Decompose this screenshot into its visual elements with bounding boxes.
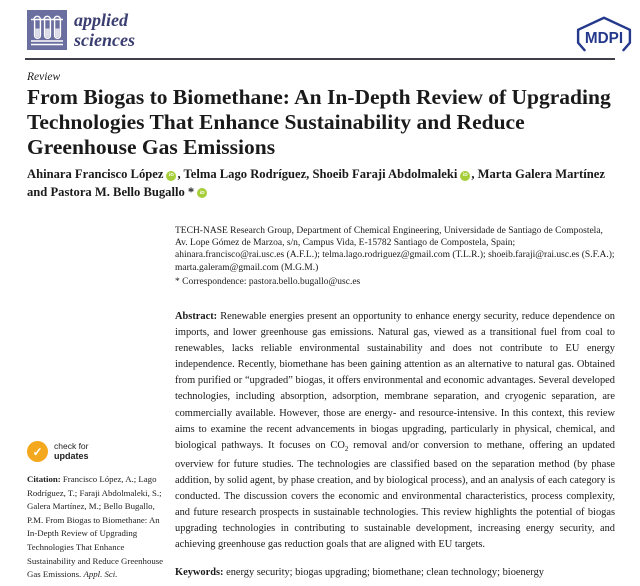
author-names-1: Ahinara Francisco López	[27, 167, 164, 181]
journal-name	[74, 10, 135, 50]
orcid-icon[interactable]: iD	[460, 171, 470, 181]
check-for-updates-label	[54, 442, 89, 461]
author-names-3: , Marta Galera Martínez	[471, 167, 605, 181]
article-type-label: Review	[27, 71, 61, 83]
abstract-label: Abstract:	[175, 311, 218, 323]
affiliation-emails-line[interactable]: ahinara.francisco@rai.usc.es (A.F.L.); telma.lago.rodriguez@gmail.com (T.L.R.); shoeib.faraji@rai.usc.es (S.F.A.);	[175, 250, 615, 261]
citation-label: Citation:	[27, 474, 61, 484]
co2-subscript: 2	[344, 444, 349, 453]
citation-journal-abbrev: Appl. Sci.	[83, 569, 118, 580]
mdpi-logo[interactable]	[575, 15, 633, 57]
correspondence-line[interactable]: * Correspondence: pastora.bello.bugallo@usc.es	[175, 276, 361, 287]
journal-name-line1: applied	[74, 10, 128, 30]
keywords-line	[175, 567, 615, 578]
check-for-updates-badge[interactable]	[27, 441, 165, 462]
journal-name-line2: sciences	[74, 30, 135, 50]
abstract	[175, 309, 615, 553]
author-names-4: and Pastora M. Bello Bugallo *	[27, 184, 195, 199]
orcid-icon[interactable]: iD	[166, 171, 176, 181]
citation-text: Francisco López, A.; Lago Rodríguez, T.; Faraji Abdolmaleki, S.; Galera Martínez, M.; Bello Bugallo, P.M. From Biogas to Biomethane: An In-Depth Review of Upgrading Technologies That Enhance Sustainability and Reduce Greenhouse Gas Emissions.	[27, 474, 164, 580]
page-title: From Biogas to Biomethane: An In-Depth Review of Upgrading Technologies That Enhance Sustainability and Reduce Greenhouse Gas Emissions	[27, 85, 611, 159]
journal-logo[interactable]	[27, 10, 135, 50]
abstract-text-1: Renewable energies present an opportunity to enhance energy security, reduce dependence on imports, and lower greenhouse gas emissions. Natural gas, viewed as a transitional fuel from coal to renewables, lacks reliable environmental sustainability and does not contribute to EU energy independence. Recently, biomethane has been gaining attention as an alternative to natural gas. Obtained from purified or “upgraded” biogas, it offers environmental and economic advantages. Several developed technologies, including absorption, adsorption, membrane separation, and cryogenic separation, are commercially available. However, those are energy- and resource-intensive. In this context, this review aims to examine the recent advancements in biogas upgrading, particularly in physical, chemical, and biological pathways. It focuses on CO	[175, 311, 615, 451]
abstract-text-2: removal and/or conversion to methane, offering an updated overview for future studies. The technologies are classified based on the separation method (by phase addition, by solid agent, by phase creation, and by biological process), and an analysis of each category is conducted. The discussion covers the economic and environmental characteristics, process complexity, and future research prospects in sustainable technologies. This review highlights the potential of biogas upgrading technologies in contributing to sustainable development, increasing energy security, and achieving greenhouse gas reduction goals that are aligned with EU targets.	[175, 439, 615, 551]
keywords-text: energy security; biogas upgrading; biomethane; clean technology; bioenergy	[223, 566, 544, 578]
header-divider	[25, 58, 615, 60]
keywords-label: Keywords:	[175, 566, 224, 578]
updates-label: updates	[54, 450, 89, 461]
orcid-icon[interactable]: iD	[197, 188, 207, 198]
test-tubes-icon	[27, 10, 67, 50]
checkmark-icon: ✓	[27, 441, 48, 462]
main-column	[175, 225, 615, 578]
mdpi-wordmark: MDPI	[584, 29, 624, 47]
author-list	[27, 166, 629, 201]
affiliation-emails-line[interactable]: marta.galeram@gmail.com (M.G.M.)	[175, 262, 319, 273]
sidebar	[27, 441, 165, 582]
affiliation-line: Av. Lope Gómez de Marzoa, s/n, Campus Vida, E-15782 Santiago de Compostela, Spain;	[175, 238, 516, 249]
author-names-2: , Telma Lago Rodríguez, Shoeib Faraji Abdolmaleki	[177, 167, 458, 181]
check-for-label: check for	[54, 441, 89, 451]
citation-block	[27, 473, 165, 582]
mdpi-logo-icon	[575, 15, 633, 52]
affiliation-line: TECH-NASE Research Group, Department of Chemical Engineering, Universidade de Santiago de Compostela,	[175, 226, 603, 236]
